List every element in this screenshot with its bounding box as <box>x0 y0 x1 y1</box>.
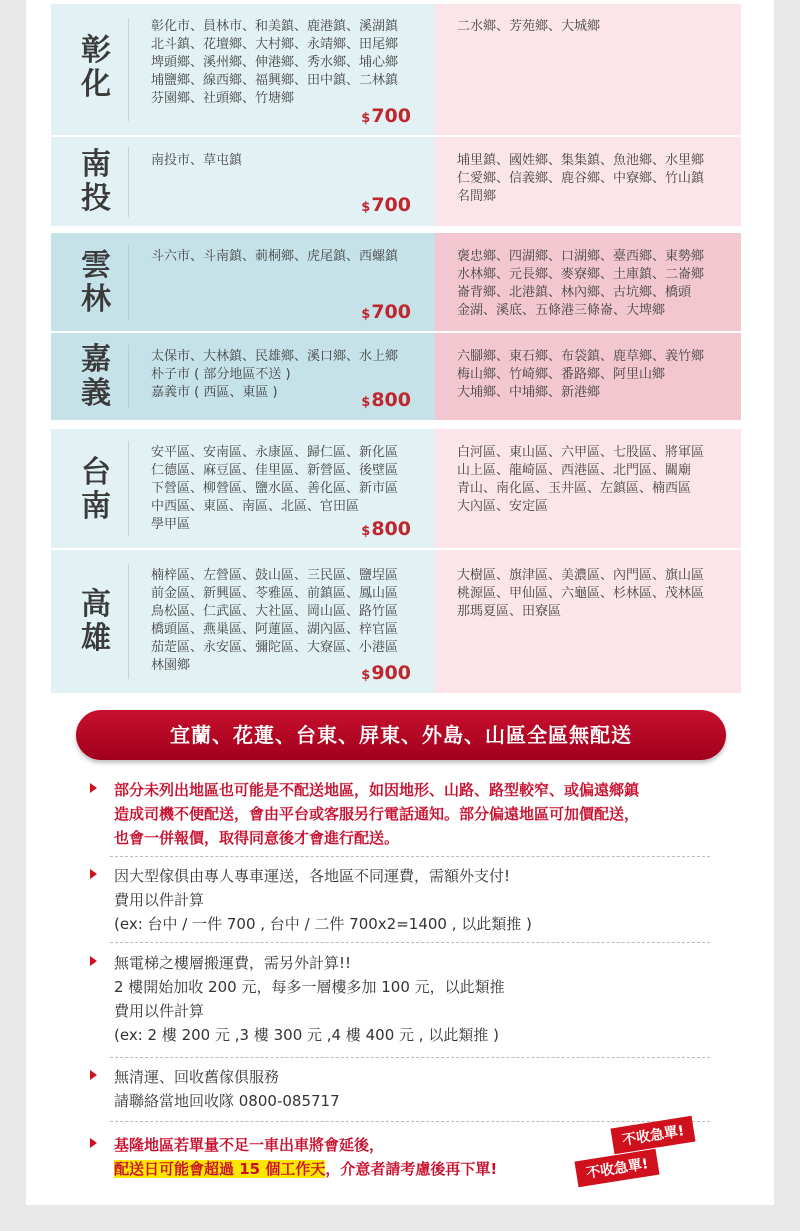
excluded-towns: 褒忠鄉、四湖鄉、口湖鄉、臺西鄉、東勢鄉 水林鄉、元長鄉、麥寮鄉、土庫鎮、二崙鄉 崙背鄉、北港鎮、林內鄉、古坑鄉、橋頭 金湖、溪底、五條港三條崙、大埤鄉 <box>457 249 705 318</box>
region-cell-right <box>435 233 741 331</box>
price-currency: $ <box>361 111 371 126</box>
region-name <box>61 34 131 102</box>
price-currency: $ <box>361 395 371 410</box>
note-line: 因大型傢俱由專人專車運送，各地區不同運費，需額外支付! <box>114 867 511 885</box>
note-line-rest: ，介意者請考慮後再下單! <box>325 1160 498 1178</box>
region-cell-left <box>51 550 435 693</box>
region-name <box>61 249 131 317</box>
delivery-towns: 彰化市、員林市、和美鎮、鹿港鎮、溪湖鎮 北斗鎮、花壇鄉、大村鄉、永靖鄉、田尾鄉 埤頭鄉、溪州鄉、伸港鄉、秀水鄉、埔心鄉 埔鹽鄉、線西鄉、福興鄉、田中鎮、二林鎮 芬園鄉、社頭鄉、竹塘鄉 <box>151 19 399 106</box>
region-row-kaohsiung <box>51 550 741 693</box>
price-value: 700 <box>371 301 411 323</box>
note-line: 2 樓開始加收 200 元，每多一層樓多加 100 元，以此類推 <box>114 978 505 996</box>
note-text <box>114 951 714 1047</box>
region-cell-right <box>435 550 741 693</box>
divider-line <box>128 18 129 121</box>
note-line: 費用以件計算 <box>114 1002 205 1020</box>
no-rush-order-stamp: 不收急單! <box>574 1149 659 1188</box>
region-row-yunlin <box>51 233 741 331</box>
region-char: 林 <box>81 282 111 317</box>
region-char: 雲 <box>81 248 111 283</box>
region-char: 南 <box>81 147 111 182</box>
dashed-divider <box>110 856 710 857</box>
region-cell-left <box>51 233 435 331</box>
shipping-group-3 <box>51 429 741 693</box>
region-name <box>61 588 131 656</box>
note-text <box>114 1065 714 1113</box>
region-char: 雄 <box>81 621 111 656</box>
price-value: 800 <box>371 518 411 540</box>
price-currency: $ <box>361 307 371 322</box>
price-currency: $ <box>361 668 371 683</box>
region-cell-left <box>51 137 435 226</box>
delivery-towns: 楠梓區、左營區、鼓山區、三民區、鹽埕區 前金區、新興區、苓雅區、前鎮區、鳳山區 鳥松區、仁武區、大社區、岡山區、路竹區 橋頭區、燕巢區、阿蓮區、湖內區、梓官區 茄萣區、永安區、彌陀區、大寮區、小港區 林園鄉 <box>151 568 399 673</box>
region-cell-left <box>51 429 435 548</box>
delivery-towns: 斗六市、斗南鎮、莿桐鄉、虎尾鎮、西螺鎮 <box>151 249 399 264</box>
region-char: 投 <box>81 181 111 216</box>
no-delivery-banner: 宜蘭、花蓮、台東、屏東、外島、山區全區無配送 <box>76 710 726 760</box>
bullet-triangle-icon <box>90 1138 97 1148</box>
excluded-towns: 大樹區、旗津區、美濃區、內門區、旗山區 桃源區、甲仙區、六龜區、杉林區、茂林區 那瑪夏區、田寮區 <box>457 568 705 619</box>
region-char: 彰 <box>81 33 111 68</box>
note-recycling <box>90 1065 710 1113</box>
dashed-divider <box>110 1057 710 1058</box>
divider-line <box>128 441 129 536</box>
region-row-chiayi <box>51 333 741 420</box>
excluded-towns: 白河區、東山區、六甲區、七股區、將軍區 山上區、龍崎區、西港區、北門區、關廟 青山、南化區、玉井區、左鎮區、楠西區 大內區、安定區 <box>457 445 705 514</box>
region-cell-right <box>435 429 741 548</box>
divider-line <box>128 564 129 679</box>
note-line: 無電梯之樓層搬運費，需另外計算!! <box>114 954 352 972</box>
dashed-divider <box>110 942 710 943</box>
region-char: 嘉 <box>81 342 111 377</box>
region-char: 義 <box>81 376 111 411</box>
no-rush-order-stamp: 不收急單! <box>610 1116 695 1155</box>
divider-line <box>128 345 129 408</box>
note-line: 費用以件計算 <box>114 891 205 909</box>
note-text <box>114 864 714 936</box>
bullet-triangle-icon <box>90 869 97 879</box>
region-name <box>61 148 131 216</box>
region-row-nantou <box>51 137 741 226</box>
note-line: 無清運、回收舊傢俱服務 <box>114 1068 280 1086</box>
price-currency: $ <box>361 524 371 539</box>
shipping-price <box>361 662 411 684</box>
shipping-group-2 <box>51 233 741 420</box>
highlight-text: 配送日可能會超過 15 個工作天 <box>114 1160 326 1178</box>
price-currency: $ <box>361 200 371 215</box>
note-text <box>114 778 714 850</box>
shipping-price <box>361 301 411 323</box>
region-cell-right <box>435 4 741 135</box>
divider-line <box>128 147 129 217</box>
bullet-triangle-icon <box>90 956 97 966</box>
note-freight <box>90 864 710 936</box>
shipping-price <box>361 105 411 127</box>
region-char: 台 <box>81 455 111 490</box>
region-char: 南 <box>81 489 111 524</box>
region-name <box>61 343 131 411</box>
shipping-price <box>361 194 411 216</box>
dashed-divider <box>110 1121 710 1122</box>
price-value: 700 <box>371 105 411 127</box>
bullet-triangle-icon <box>90 1070 97 1080</box>
note-line: (ex: 台中 / 一件 700 , 台中 / 二件 700x2=1400 , 以此類推 ) <box>114 915 532 933</box>
region-cell-right <box>435 333 741 420</box>
delivery-towns: 太保市、大林鎮、民雄鄉、溪口鄉、水上鄉 朴子市 ( 部分地區不送 ) 嘉義市 ( 西區、東區 ) <box>151 349 399 400</box>
note-line: 部分未列出地區也可能是不配送地區，如因地形、山路、路型較窄、或偏遠鄉鎮 <box>114 781 640 799</box>
region-cell-left <box>51 4 435 135</box>
note-line: 也會一併報價，取得同意後才會進行配送。 <box>114 829 400 847</box>
delivery-towns: 安平區、安南區、永康區、歸仁區、新化區 仁德區、麻豆區、佳里區、新營區、後壁區 下營區、柳營區、鹽水區、善化區、新市區 中西區、東區、南區、北區、官田區 學甲區 <box>151 445 399 532</box>
note-line: 造成司機不便配送，會由平台或客服另行電話通知。部分偏遠地區可加價配送， <box>114 805 640 823</box>
price-value: 900 <box>371 662 411 684</box>
shipping-group-1 <box>51 4 741 226</box>
region-char: 化 <box>81 67 111 102</box>
region-name <box>61 456 131 524</box>
note-line: 基隆地區若單量不足一車出車將會延後， <box>114 1136 385 1154</box>
region-cell-right <box>435 137 741 226</box>
note-unlisted-areas <box>90 778 710 850</box>
excluded-towns: 二水鄉、芳苑鄉、大城鄉 <box>457 19 601 34</box>
excluded-towns: 六腳鄉、東石鄉、布袋鎮、鹿草鄉、義竹鄉 梅山鄉、竹崎鄉、番路鄉、阿里山鄉 大埔鄉、中埔鄉、新港鄉 <box>457 349 705 400</box>
region-cell-left <box>51 333 435 420</box>
price-value: 700 <box>371 194 411 216</box>
price-value: 800 <box>371 389 411 411</box>
shipping-price <box>361 518 411 540</box>
excluded-towns: 埔里鎮、國姓鄉、集集鎮、魚池鄉、水里鄉 仁愛鄉、信義鄉、鹿谷鄉、中寮鄉、竹山鎮 名間鄉 <box>457 153 705 204</box>
note-line: 請聯絡當地回收隊 0800-085717 <box>114 1092 340 1110</box>
shipping-price <box>361 389 411 411</box>
region-row-changhua <box>51 4 741 135</box>
divider-line <box>128 245 129 320</box>
note-line: (ex: 2 樓 200 元 ,3 樓 300 元 ,4 樓 400 元 , 以此類推 ) <box>114 1026 499 1044</box>
region-char: 高 <box>81 587 111 622</box>
delivery-towns: 南投市、草屯鎮 <box>151 153 243 168</box>
bullet-triangle-icon <box>90 783 97 793</box>
note-stairs-fee <box>90 951 710 1047</box>
region-row-tainan <box>51 429 741 548</box>
